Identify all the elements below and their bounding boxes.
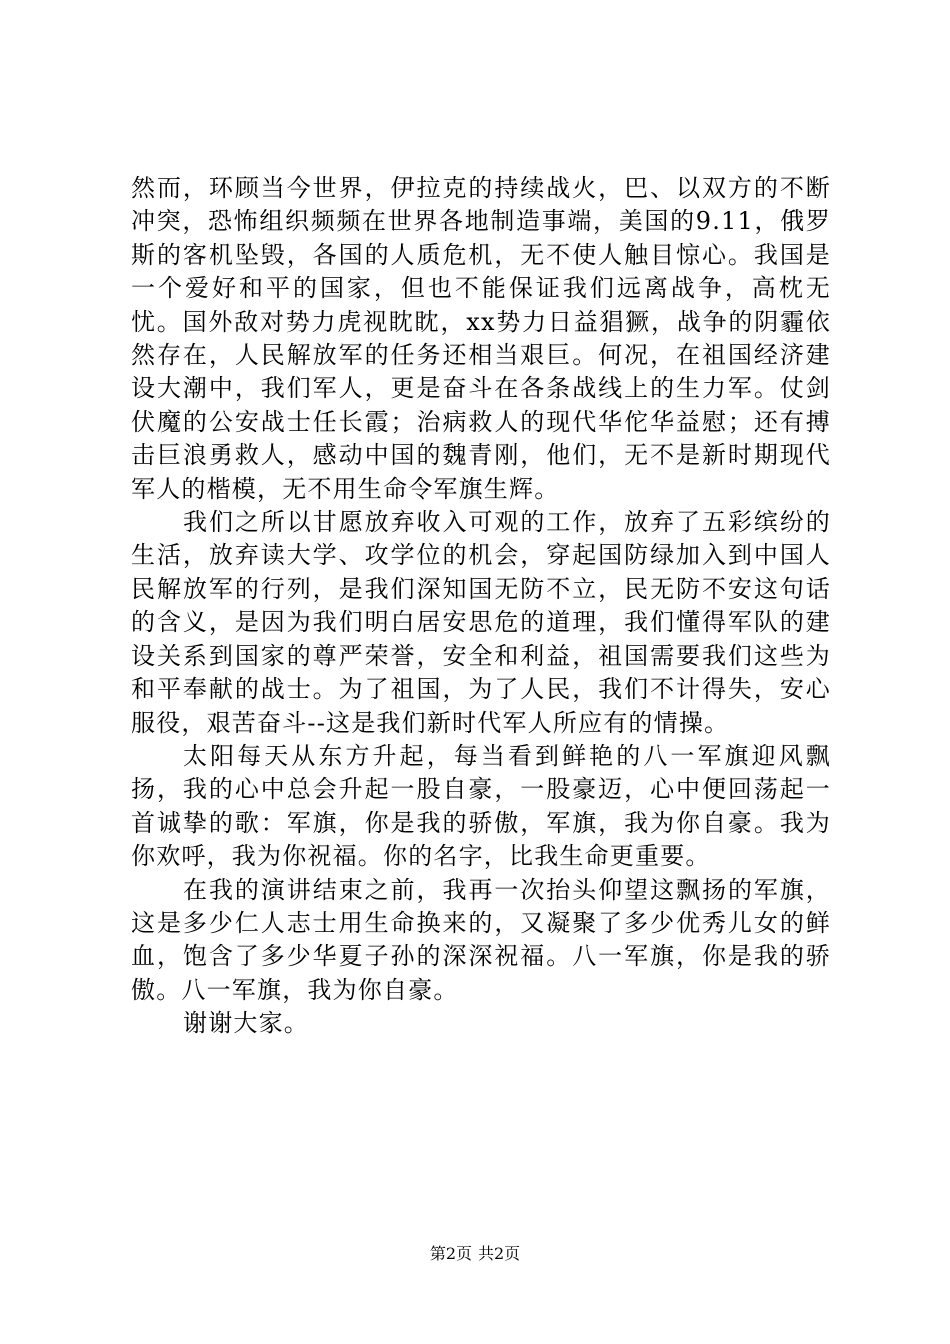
paragraph: 然而，环顾当今世界，伊拉克的持续战火，巴、以双方的不断冲突，恐怖组织频频在世界各地制造事端，美国的9.11，俄罗斯的客机坠毁，各国的人质危机，无不使人触目惊心。我国是一个爱好和平的国家，但也不能保证我们远离战争，高枕无忧。国外敌对势力虎视眈眈，xx势力日益猖獗，战争的阴霾依然存在，人民解放军的任务还相当艰巨。何况，在祖国经济建设大潮中，我们军人，更是奋斗在各条战线上的生力军。仗剑伏魔的公安战士任长霞；治病救人的现代华佗华益慰；还有搏击巨浪勇救人，感动中国的魏青刚，他们，无不是新时期现代军人的楷模，无不用生命令军旗生辉。 [131, 174, 831, 503]
paragraph: 我们之所以甘愿放弃收入可观的工作，放弃了五彩缤纷的生活，放弃读大学、攻学位的机会，穿起国防绿加入到中国人民解放军的行列，是我们深知国无防不立，民无防不安这句话的含义，是因为我们明白居安思危的道理，我们懂得军队的建设关系到国家的尊严荣誉，安全和利益，祖国需要我们这些为和平奉献的战士。为了祖国，为了人民，我们不计得失，安心服役，艰苦奋斗--这是我们新时代军人所应有的情操。 [131, 508, 831, 737]
page-number: 第2页 [429, 1244, 472, 1263]
paragraph: 在我的演讲结束之前，我再一次抬头仰望这飘扬的军旗，这是多少仁人志士用生命换来的，又凝聚了多少优秀儿女的鲜血，饱含了多少华夏子孙的深深祝福。八一军旗，你是我的骄傲。八一军旗，我为你自豪。 [131, 875, 831, 1004]
paragraph: 谢谢大家。 [183, 1009, 309, 1038]
page-footer [0, 1244, 950, 1264]
document-body [131, 172, 831, 1041]
page-total: 共2页 [478, 1244, 521, 1263]
paragraph: 太阳每天从东方升起，每当看到鲜艳的八一军旗迎风飘扬，我的心中总会升起一股自豪，一股豪迈，心中便回荡起一首诚挚的歌：军旗，你是我的骄傲，军旗，我为你自豪。我为你欢呼，我为你祝福。你的名字，比我生命更重要。 [131, 741, 831, 871]
